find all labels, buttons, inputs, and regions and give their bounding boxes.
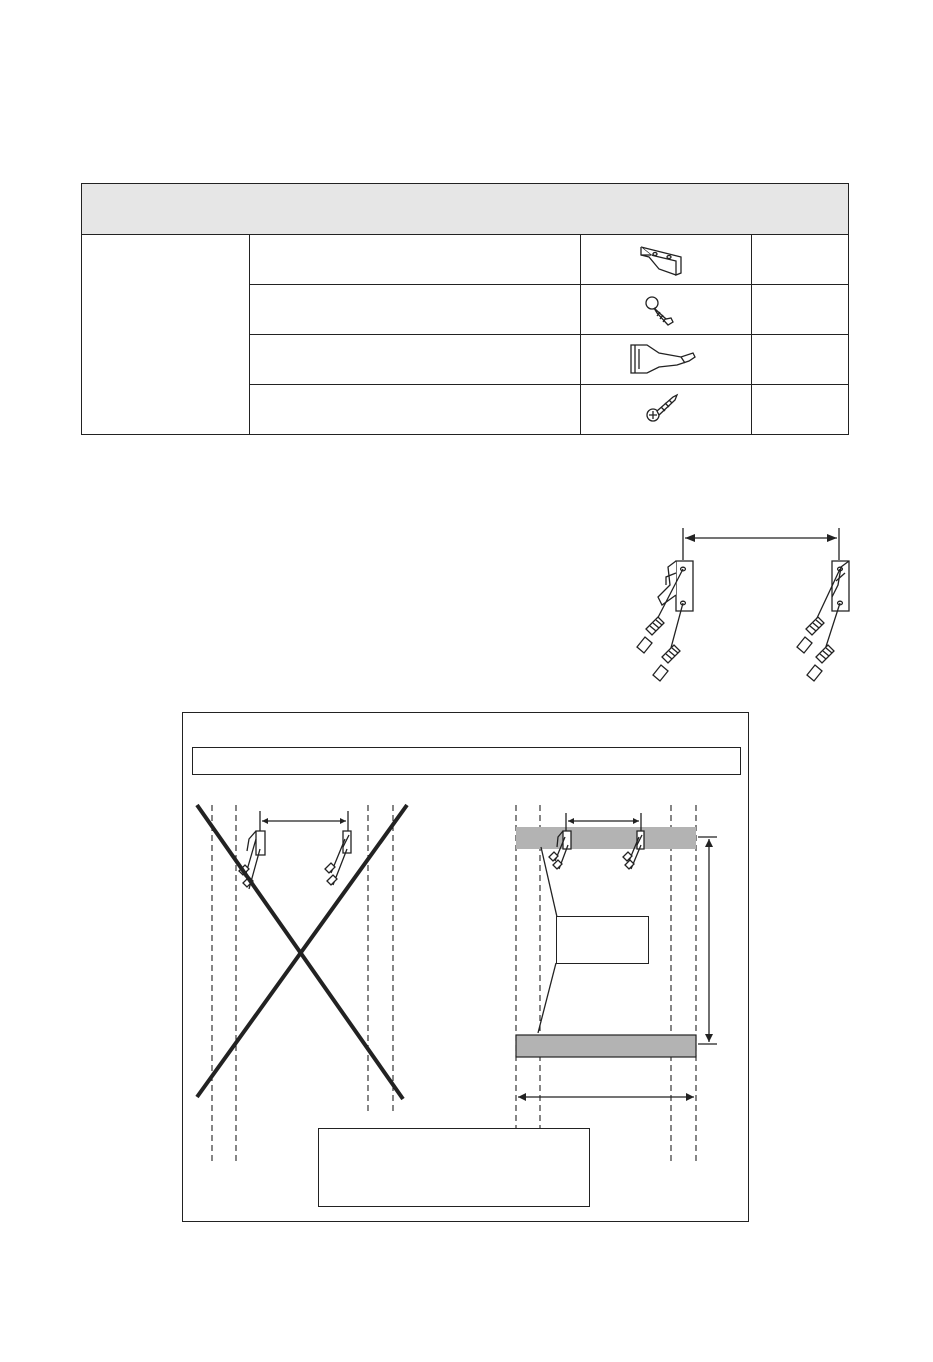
part-name-cell: [250, 385, 581, 435]
part-image-cell: [581, 335, 752, 384]
left-bracket-icon: [650, 561, 693, 659]
left-anchor-icons: [637, 617, 680, 681]
part-image-cell: [581, 385, 752, 435]
part-image-cell: [581, 235, 752, 284]
anchor-plug-icon: [581, 285, 751, 333]
bracket-icon: [581, 235, 751, 283]
part-qty-cell: [752, 235, 848, 284]
correct-installation: [516, 805, 717, 1165]
screw-icon: [581, 385, 751, 433]
installation-diagram: [182, 712, 749, 1222]
part-qty-cell: [752, 335, 848, 384]
table-row: [250, 385, 848, 435]
part-name-cell: [250, 235, 581, 284]
upper-rail: [516, 827, 696, 849]
part-qty-cell: [752, 385, 848, 435]
part-name-cell: [250, 335, 581, 384]
right-anchor-icons: [797, 617, 834, 681]
parts-table: [81, 183, 849, 435]
part-name-cell: [250, 285, 581, 334]
lower-rail: [516, 1035, 696, 1057]
incorrect-installation: [197, 805, 407, 1165]
part-image-cell: [581, 285, 752, 334]
table-row: [250, 285, 848, 335]
table-row: [250, 235, 848, 285]
part-qty-cell: [752, 285, 848, 334]
bracket-spacing-drawing: [610, 525, 870, 690]
parts-group-cell: [82, 235, 250, 434]
table-header: [82, 184, 848, 235]
note-box: [318, 1128, 590, 1207]
right-bracket-icon: [810, 561, 849, 659]
bracket-spacing-figure: [610, 525, 870, 690]
hook-icon: [581, 335, 751, 383]
callout-box: [556, 916, 649, 964]
table-row: [250, 335, 848, 385]
